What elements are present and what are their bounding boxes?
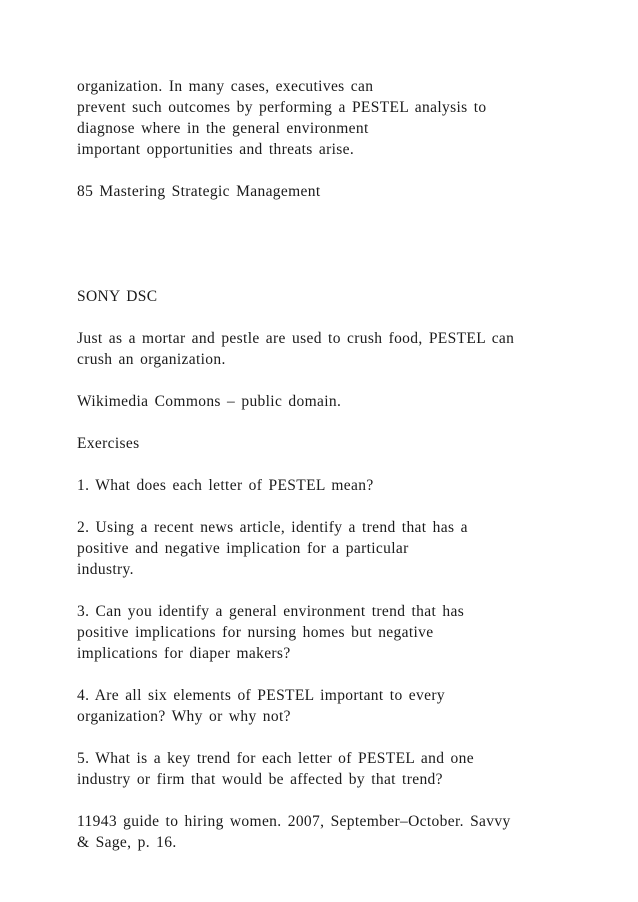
text-line: prevent such outcomes by performing a PESTEL analysis to [77,99,487,116]
text-line: organization. In many cases, executives can [77,78,374,95]
exercises-heading [77,433,597,454]
text-line: Wikimedia Commons – public domain. [77,393,342,410]
text-line: Exercises [77,435,140,452]
text-line: 4. Are all six elements of PESTEL important to every [77,687,445,704]
text-line: positive implications for nursing homes but negative [77,624,434,641]
text-line: & Sage, p. 16. [77,834,177,851]
exercise-item-1 [77,475,597,496]
text-line: 85 Mastering Strategic Management [77,183,321,200]
text-line: industry. [77,561,134,578]
image-caption [77,328,597,370]
exercise-item-2 [77,517,597,580]
text-line: Just as a mortar and pestle are used to crush food, PESTEL can [77,330,515,347]
text-line: industry or firm that would be affected by that trend? [77,771,443,788]
text-line: diagnose where in the general environment [77,120,369,137]
image-placeholder-gap [77,223,597,286]
image-credit [77,391,597,412]
text-line: SONY DSC [77,288,158,305]
text-line: 1. What does each letter of PESTEL mean? [77,477,374,494]
text-line: 2. Using a recent news article, identify a trend that has a [77,519,468,536]
document-body [77,76,597,874]
text-line: crush an organization. [77,351,226,368]
exercise-item-5 [77,748,597,790]
footnote [77,811,597,853]
photo-label [77,286,597,307]
text-line: positive and negative implication for a particular [77,540,409,557]
exercise-item-4 [77,685,597,727]
text-line: 3. Can you identify a general environment trend that has [77,603,465,620]
text-line: 11943 guide to hiring women. 2007, September–October. Savvy [77,813,511,830]
text-line: organization? Why or why not? [77,708,291,725]
text-line: 5. What is a key trend for each letter of PESTEL and one [77,750,474,767]
intro-paragraph [77,76,597,160]
text-line: implications for diaper makers? [77,645,291,662]
text-line: important opportunities and threats arise. [77,141,355,158]
exercise-item-3 [77,601,597,664]
book-reference [77,181,597,202]
